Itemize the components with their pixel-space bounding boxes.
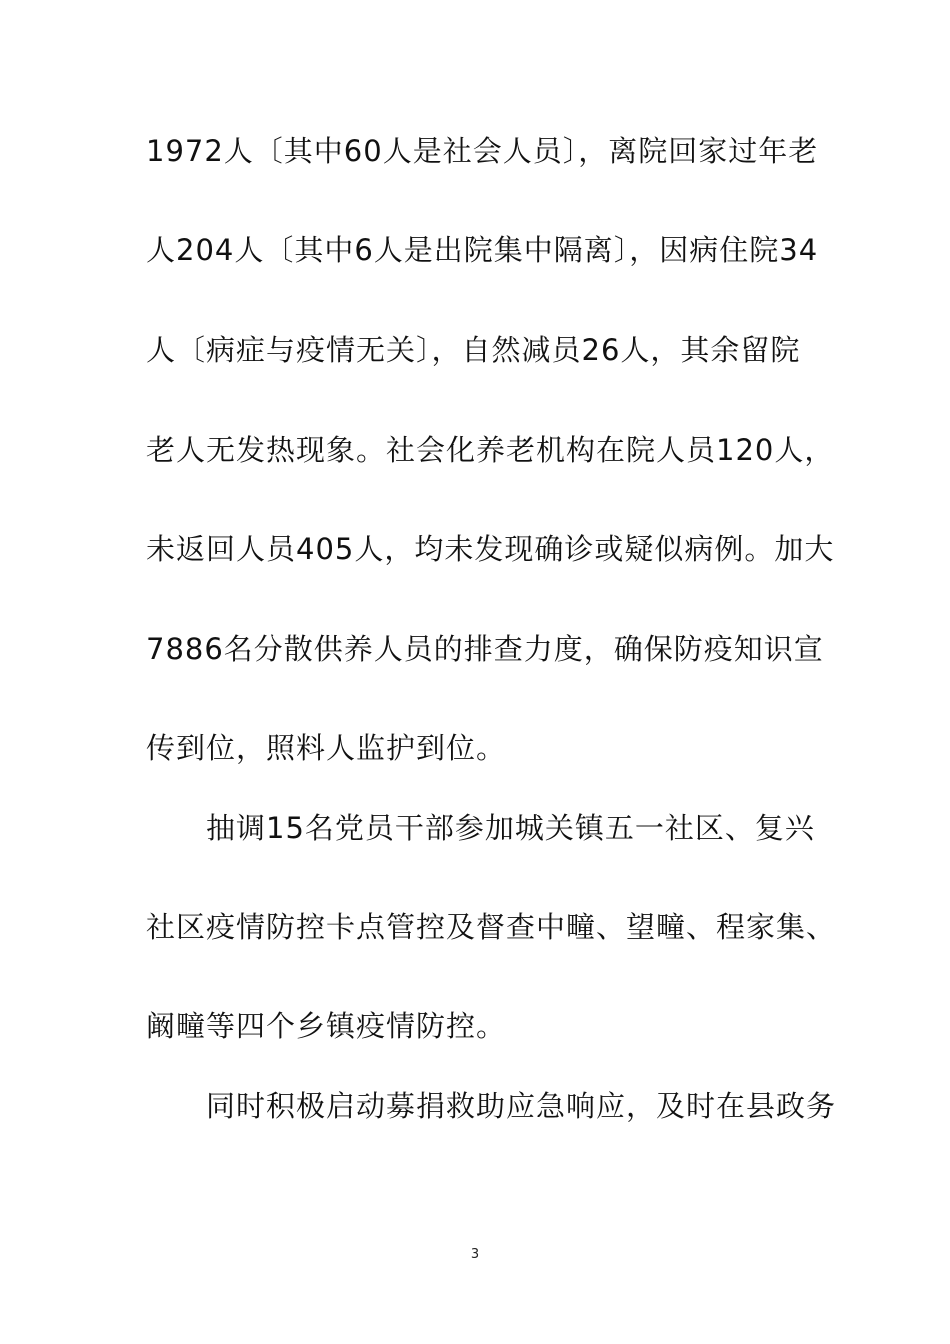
text-line: 未返回人员405人，均未发现确诊或疑似病例。加大 — [146, 532, 835, 566]
text-line: 人〔病症与疫情无关〕，自然减员26人，其余留院 — [146, 333, 801, 367]
text-line: 阚疃等四个乡镇疫情防控。 — [146, 1009, 507, 1043]
text-line: 人204人〔其中6人是出院集中隔离〕，因病住院34 — [146, 233, 819, 267]
page-number: 3 — [470, 1247, 480, 1262]
text-line: 传到位，照料人监护到位。 — [146, 731, 507, 765]
paragraph-first-line: 同时积极启动募捐救助应急响应，及时在县政务 — [206, 1089, 837, 1123]
text-line: 老人无发热现象。社会化养老机构在院人员120人， — [146, 433, 835, 467]
text-line: 1972人〔其中60人是社会人员〕，离院回家过年老 — [146, 134, 819, 168]
paragraph-first-line: 抽调15名党员干部参加城关镇五一社区、复兴 — [206, 811, 815, 845]
text-line: 7886名分散供养人员的排查力度，确保防疫知识宣 — [146, 632, 824, 666]
text-line: 社区疫情防控卡点管控及督查中疃、望疃、程家集、 — [146, 910, 837, 944]
